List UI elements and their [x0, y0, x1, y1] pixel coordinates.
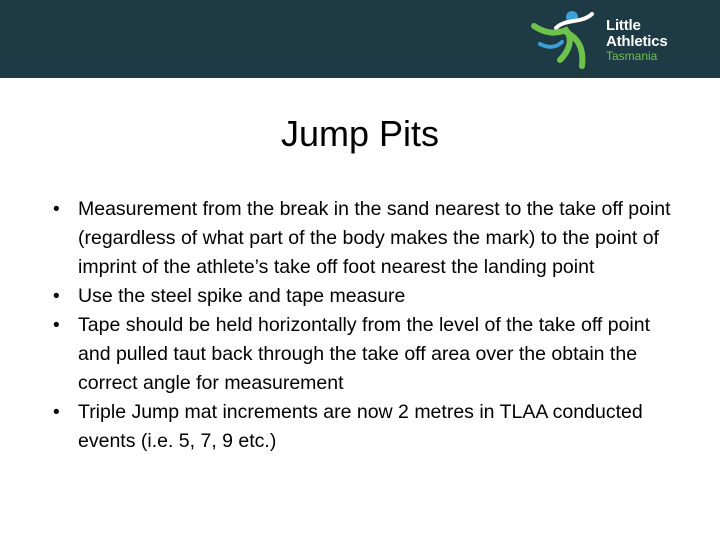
bullet-text: Measurement from the break in the sand nearest to the take off point (regardless of what part of the body makes the mark) to the point of imprint of the athlete’s take off foot nearest the landing point — [78, 198, 671, 278]
bullet-item — [0, 311, 678, 398]
bullet-text: Triple Jump mat increments are now 2 metres in TLAA conducted events (i.e. 5, 7, 9 etc.) — [78, 401, 643, 452]
bullet-item — [0, 195, 678, 282]
logo-text-little: Little — [606, 17, 641, 34]
bullet-text: Tape should be held horizontally from the level of the take off point and pulled taut back through the take off area over the obtain the correct angle for measurement — [78, 314, 651, 394]
bullet-text: Use the steel spike and tape measure — [78, 285, 406, 307]
slide-title: Jump Pits — [280, 113, 440, 154]
bullet-dot: • — [53, 286, 60, 307]
bullet-dot: • — [53, 315, 60, 336]
bullet-dot: • — [53, 402, 60, 423]
logo-text-athletics: Athletics — [606, 33, 668, 50]
header-bar — [0, 0, 720, 78]
logo-text-tasmania: Tasmania — [606, 49, 658, 63]
running-figure-logo-icon — [526, 4, 606, 74]
bullet-list — [0, 195, 720, 456]
little-athletics-logo — [526, 4, 716, 74]
bullet-item — [0, 282, 678, 311]
bullet-dot: • — [53, 199, 60, 220]
bullet-item — [0, 398, 678, 456]
